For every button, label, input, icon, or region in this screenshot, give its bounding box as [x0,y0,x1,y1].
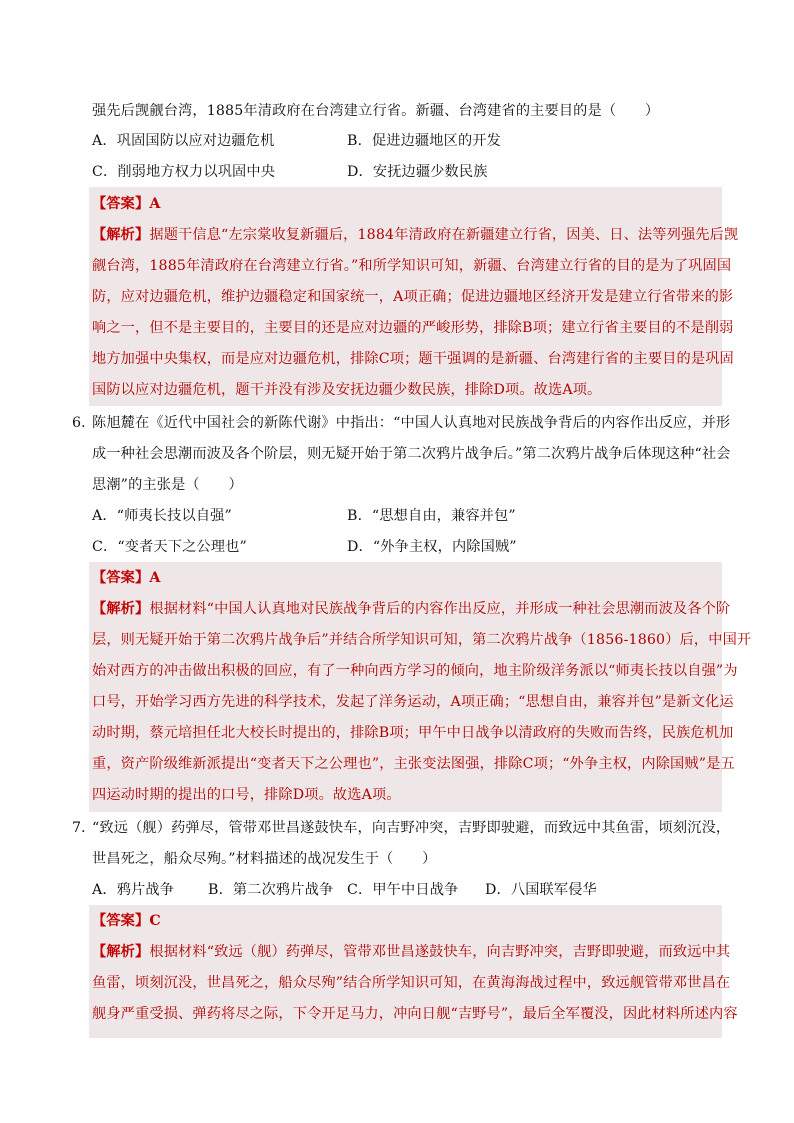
q5-explain-line-2: 觎台湾，1885年清政府在台湾建立行省。”和所学知识可知，新疆、台湾建立行省的目的是为了巩固国 [92,258,732,274]
q6-answer [92,568,161,588]
explain-text: 根据材料“致远（舰）药弹尽，管带邓世昌遂鼓快车，向吉野冲突，吉野即驶避，而致远中其 [149,944,731,960]
q5-option-c: C．削弱地方权力以巩固中央 [92,164,276,180]
q7-number: 7． [72,820,96,836]
q6-explain-line-6: 重，资产阶级维新派提出“变者天下之公理也”，主张变法图强，排除C项；“外争主权，内除国贼”是五 [92,756,735,772]
q7-option-b: B．第二次鸦片战争 [208,882,334,898]
explain-text: 根据材料“中国人认真地对民族战争背后的内容作出反应，并形成一种社会思潮而波及各个阶 [149,601,731,617]
q6-explain-line-4: 口号，开始学习西方先进的科学技术，发起了洋务运动，A项正确；“思想自由，兼容并包”是新文化运 [92,694,734,710]
q5-explain-line-5: 地方加强中央集权，而是应对边疆危机，排除C项；题干强调的是新疆、台湾建行省的主要目的是巩固 [92,351,734,367]
q6-number: 6． [72,415,96,431]
q7-stem-line-2: 世昌死之，船众尽殉。”材料描述的战况发生于（ ） [92,851,437,867]
q5-explain-line-6: 国防以应对边疆危机，题干并没有涉及安抚边疆少数民族，排除D项。故选A项。 [92,382,602,398]
explain-text: 据题干信息“左宗棠收复新疆后，1884年清政府在新疆建立行省，因美、日、法等列强先后觊 [149,227,739,243]
q5-explain-line-1 [92,225,738,245]
q7-stem-line-1: “致远（舰）药弹尽，管带邓世昌遂鼓快车，向吉野冲突，吉野即驶避，而致远中其鱼雷，顷刻沉没， [92,820,731,836]
q6-explain-line-3: 始对西方的冲击做出积极的回应，有了一种向西方学习的倾向，地主阶级洋务派以“师夷长技以自强”为 [92,663,738,679]
q5-explain-line-3: 防，应对边疆危机，维护边疆稳定和国家统一，A项正确；促进边疆地区经济开发是建立行省带来的影 [92,289,734,305]
q5-stem-tail: 强先后觊觎台湾，1885年清政府在台湾建立行省。新疆、台湾建省的主要目的是（ ） [92,103,660,119]
q6-option-b: B．“思想自由，兼容并包” [347,508,516,524]
answer-value: C [149,913,161,929]
answer-value: A [149,196,161,212]
q6-explain-line-5: 动时期，蔡元培担任北大校长时提出的，排除B项；甲午中日战争以清政府的失败而告终，民族危机加 [92,725,734,741]
explain-tag: 【解析】 [92,227,150,243]
q7-explain-line-1 [92,942,730,962]
answer-tag: 【答案】 [92,913,150,929]
q7-explain-line-3: 舰身严重受损、弹药将尽之际，下令开足马力，冲向日舰“吉野号”，最后全军覆没，因此材料所述内容 [92,1006,738,1022]
q7-answer [92,911,161,931]
q6-option-d: D．“外争主权，内除国贼” [347,539,517,555]
q5-option-b: B．促进边疆地区的开发 [347,133,501,149]
answer-tag: 【答案】 [92,196,150,212]
explain-tag: 【解析】 [92,601,150,617]
q6-explain-line-2: 层，则无疑开始于第二次鸦片战争后”并结合所学知识可知，第二次鸦片战争（1856-1860）后，中国开 [92,632,752,648]
answer-tag: 【答案】 [92,570,150,586]
q7-option-a: A．鸦片战争 [92,882,175,898]
q6-stem-line-3: 思潮”的主张是（ ） [92,477,243,493]
q6-explain-line-7: 四运动时期的提出的口号，排除D项。故选A项。 [92,787,401,803]
answer-value: A [149,570,161,586]
q6-option-c: C．“变者天下之公理也” [92,539,247,555]
q6-explain-line-1 [92,599,730,619]
q5-option-a: A．巩固国防以应对边疆危机 [92,133,275,149]
q6-stem-line-2: 成一种社会思潮而波及各个阶层，则无疑开始于第二次鸦片战争后。”第二次鸦片战争后体现这种“社会 [92,446,731,462]
q5-answer [92,194,161,214]
q7-option-d: D．八国联军侵华 [485,882,597,898]
q5-option-d: D．安抚边疆少数民族 [347,164,488,180]
explain-tag: 【解析】 [92,944,150,960]
q6-stem-line-1: 陈旭麓在《近代中国社会的新陈代谢》中指出：“中国人认真地对民族战争背后的内容作出反应，并形 [92,415,731,431]
q7-option-c: C．甲午中日战争 [347,882,459,898]
q7-explain-line-2: 鱼雷，顷刻沉没，世昌死之，船众尽殉”结合所学知识可知，在黄海海战过程中，致远舰管带邓世昌在 [92,975,731,991]
q5-explain-line-4: 响之一，但不是主要目的，主要目的还是应对边疆的严峻形势，排除B项；建立行省主要目的不是削弱 [92,320,734,336]
q6-option-a: A．“师夷长技以自强” [92,508,232,524]
